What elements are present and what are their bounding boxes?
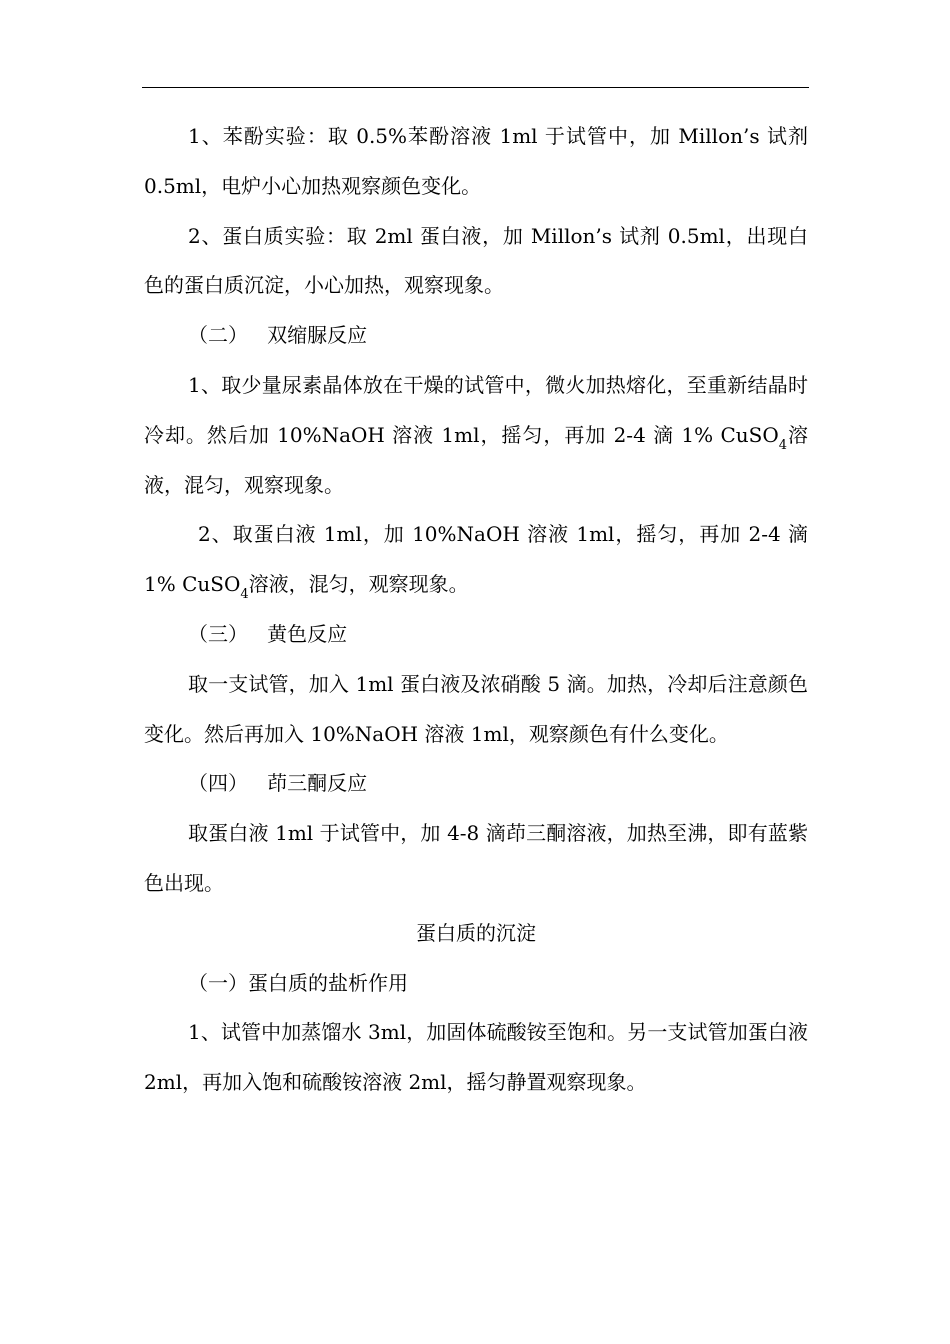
paragraph-urea-biuret-text: 1、取少量尿素晶体放在干燥的试管中，微火加热熔化，至重新结晶时冷却。然后加 10%NaOH 溶液 1ml，摇匀，再加 2-4 滴 1% CuSO — [144, 372, 808, 447]
section-title-protein-precipitation: 蛋白质的沉淀 — [416, 920, 536, 945]
paragraph-protein-biuret — [144, 510, 808, 610]
subscript-4: 4 — [240, 587, 249, 603]
paragraph-phenol-test: 1、苯酚实验：取 0.5%苯酚溶液 1ml 于试管中，加 Millon’s 试剂 0.5ml，电炉小心加热观察颜色变化。 — [144, 124, 808, 198]
header-rule — [142, 87, 809, 88]
paragraph-xanthoproteic: 取一支试管，加入 1ml 蛋白液及浓硝酸 5 滴。加热，冷却后注意颜色变化。然后再加入 10%NaOH 溶液 1ml，观察颜色有什么变化。 — [144, 671, 808, 746]
heading-salting-out: （一）蛋白质的盐析作用 — [188, 970, 408, 995]
paragraph-protein-biuret-tail: 溶液，混匀，观察现象。 — [248, 572, 469, 597]
paragraph-urea-biuret — [144, 361, 808, 510]
paragraph-ninhydrin: 取蛋白液 1ml 于试管中，加 4-8 滴茚三酮溶液，加热至沸，即有蓝紫色出现。 — [144, 821, 808, 895]
subscript-4: 4 — [778, 437, 788, 453]
heading-biuret-reaction: （二） 双缩脲反应 — [188, 323, 368, 348]
heading-xanthoproteic-reaction: （三） 黄色反应 — [188, 621, 348, 646]
document-body — [144, 112, 808, 1108]
paragraph-protein-test: 2、蛋白质实验：取 2ml 蛋白液，加 Millon’s 试剂 0.5ml，出现白色的蛋白质沉淀，小心加热，观察现象。 — [144, 223, 808, 298]
paragraph-salting-out: 1、试管中加蒸馏水 3ml，加固体硫酸铵至饱和。另一支试管加蛋白液 2ml，再加入饱和硫酸铵溶液 2ml，摇匀静置观察现象。 — [144, 1020, 808, 1095]
paragraph-urea-biuret-tail: 溶液，混匀，观察现象。 — [144, 422, 808, 497]
heading-ninhydrin-reaction: （四） 茚三酮反应 — [188, 771, 368, 796]
paragraph-protein-biuret-text: 2、取蛋白液 1ml，加 10%NaOH 溶液 1ml，摇匀，再加 2-4 滴 1% CuSO — [144, 522, 808, 597]
